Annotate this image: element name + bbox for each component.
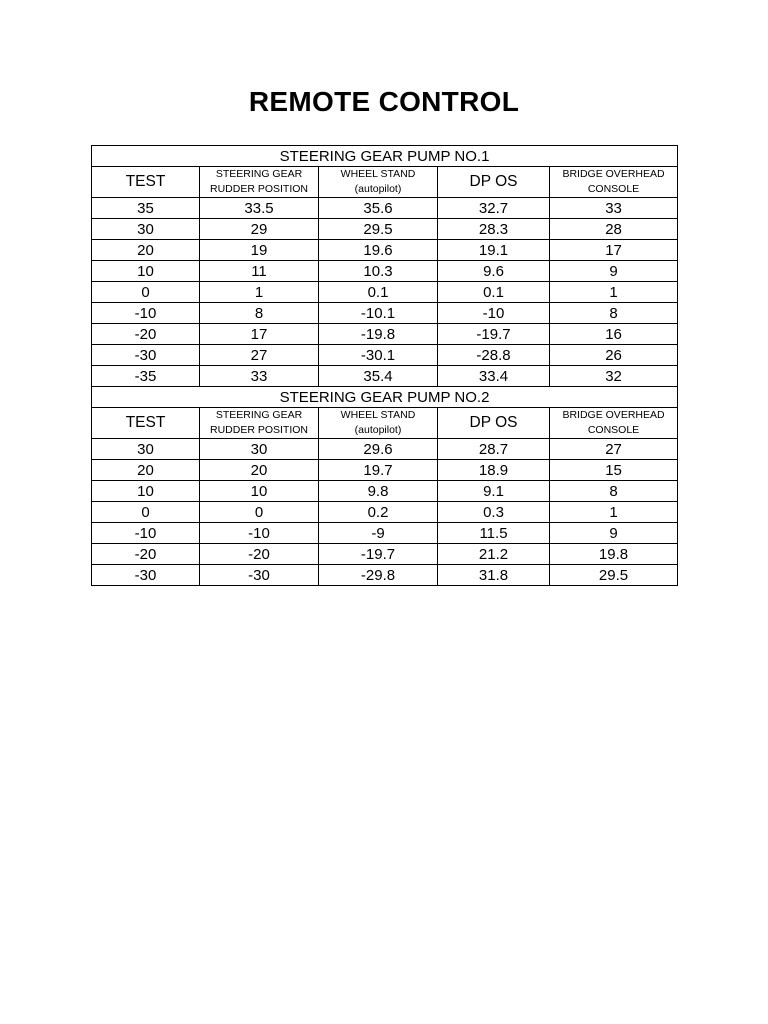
header-test: TEST (92, 167, 200, 198)
table-cell: 27 (200, 345, 319, 366)
table-cell: 27 (550, 439, 678, 460)
header-rudder-position (200, 167, 319, 198)
table-cell: 11.5 (438, 523, 550, 544)
table-row (92, 523, 678, 544)
header-wheel-stand-line1: WHEEL STAND (340, 409, 416, 421)
column-header-row (92, 167, 678, 198)
table-cell: 9.1 (438, 481, 550, 502)
table-row (92, 219, 678, 240)
header-wheel-stand (319, 408, 438, 439)
table-cell: -30.1 (319, 345, 438, 366)
header-wheel-stand (319, 167, 438, 198)
table-cell: 28.7 (438, 439, 550, 460)
table-cell: 29.5 (550, 565, 678, 586)
table-cell: 0.1 (438, 282, 550, 303)
table-row (92, 481, 678, 502)
header-rudder-position-line2: RUDDER POSITION (209, 424, 308, 436)
table-cell: 1 (550, 282, 678, 303)
table-row (92, 303, 678, 324)
table-cell: 32 (550, 366, 678, 387)
table-cell: 8 (200, 303, 319, 324)
table-cell: 35.6 (319, 198, 438, 219)
table-cell: 0 (92, 502, 200, 523)
table-cell: 1 (550, 502, 678, 523)
header-bridge-console-line2: CONSOLE (587, 424, 640, 436)
table-cell: -10 (92, 523, 200, 544)
table-cell: 28.3 (438, 219, 550, 240)
table-cell: 0 (92, 282, 200, 303)
table-cell: -10 (438, 303, 550, 324)
table-cell: 29.5 (319, 219, 438, 240)
table-cell: 9 (550, 523, 678, 544)
table-cell: 17 (200, 324, 319, 345)
table-cell: 19.6 (319, 240, 438, 261)
table-cell: 20 (92, 240, 200, 261)
table-row (92, 324, 678, 345)
table-cell: -30 (200, 565, 319, 586)
table-cell: -35 (92, 366, 200, 387)
table-row (92, 544, 678, 565)
header-bridge-console (550, 408, 678, 439)
table-cell: 0.3 (438, 502, 550, 523)
header-rudder-position-line1: STEERING GEAR (215, 409, 303, 421)
header-bridge-console (550, 167, 678, 198)
table-cell: -9 (319, 523, 438, 544)
section-title: STEERING GEAR PUMP NO.1 (92, 146, 678, 167)
table-cell: -19.7 (438, 324, 550, 345)
table-cell: -20 (200, 544, 319, 565)
table-cell: -19.8 (319, 324, 438, 345)
table-cell: 0 (200, 502, 319, 523)
table-cell: 9.8 (319, 481, 438, 502)
header-dp-os: DP OS (438, 167, 550, 198)
table-cell: 26 (550, 345, 678, 366)
table-cell: 17 (550, 240, 678, 261)
header-rudder-position-line2: RUDDER POSITION (209, 183, 308, 195)
table-cell: 0.2 (319, 502, 438, 523)
table-cell: 19.7 (319, 460, 438, 481)
table-cell: 35.4 (319, 366, 438, 387)
header-bridge-console-line1: BRIDGE OVERHEAD (562, 409, 665, 421)
header-bridge-console-line2: CONSOLE (587, 183, 640, 195)
page-title: REMOTE CONTROL (248, 86, 520, 117)
table-cell: -10 (200, 523, 319, 544)
table-cell: 20 (200, 460, 319, 481)
table-cell: 8 (550, 481, 678, 502)
table-row (92, 345, 678, 366)
table-cell: -20 (92, 324, 200, 345)
remote-control-table (91, 145, 678, 586)
header-test: TEST (92, 408, 200, 439)
table-cell: 35 (92, 198, 200, 219)
table-cell: 33 (200, 366, 319, 387)
table-row (92, 261, 678, 282)
table-cell: 16 (550, 324, 678, 345)
table-cell: 19.1 (438, 240, 550, 261)
table-row (92, 502, 678, 523)
table-cell: 20 (92, 460, 200, 481)
table-row (92, 198, 678, 219)
header-rudder-position (200, 408, 319, 439)
table-cell: 9 (550, 261, 678, 282)
header-bridge-console-line1: BRIDGE OVERHEAD (562, 168, 665, 180)
table-cell: 10 (200, 481, 319, 502)
header-wheel-stand-line2: (autopilot) (354, 183, 402, 195)
table-cell: 29 (200, 219, 319, 240)
table-cell: -10 (92, 303, 200, 324)
table-row (92, 439, 678, 460)
header-dp-os: DP OS (438, 408, 550, 439)
table-cell: 9.6 (438, 261, 550, 282)
section-title-row (92, 146, 678, 167)
table-row (92, 240, 678, 261)
table-row (92, 460, 678, 481)
table-cell: -30 (92, 345, 200, 366)
column-header-row (92, 408, 678, 439)
section-title: STEERING GEAR PUMP NO.2 (92, 387, 678, 408)
table-cell: 8 (550, 303, 678, 324)
section-title-row (92, 387, 678, 408)
table-cell: 30 (200, 439, 319, 460)
table-cell: 11 (200, 261, 319, 282)
table-cell: 30 (92, 219, 200, 240)
table-row (92, 282, 678, 303)
table-cell: 32.7 (438, 198, 550, 219)
table-cell: 29.6 (319, 439, 438, 460)
table-cell: 10 (92, 261, 200, 282)
table-cell: 21.2 (438, 544, 550, 565)
header-wheel-stand-line2: (autopilot) (354, 424, 402, 436)
header-rudder-position-line1: STEERING GEAR (215, 168, 303, 180)
table-cell: 30 (92, 439, 200, 460)
table-cell: -30 (92, 565, 200, 586)
table-cell: -28.8 (438, 345, 550, 366)
header-wheel-stand-line1: WHEEL STAND (340, 168, 416, 180)
table-cell: -19.7 (319, 544, 438, 565)
table-cell: 33 (550, 198, 678, 219)
table-cell: 31.8 (438, 565, 550, 586)
table-cell: 15 (550, 460, 678, 481)
table-cell: 19 (200, 240, 319, 261)
table-cell: 28 (550, 219, 678, 240)
table-cell: 19.8 (550, 544, 678, 565)
table-row (92, 366, 678, 387)
table-cell: 1 (200, 282, 319, 303)
table-cell: 33.4 (438, 366, 550, 387)
table-cell: -29.8 (319, 565, 438, 586)
table-cell: 10.3 (319, 261, 438, 282)
table-cell: -10.1 (319, 303, 438, 324)
table-cell: 10 (92, 481, 200, 502)
table-cell: 33.5 (200, 198, 319, 219)
table-cell: 18.9 (438, 460, 550, 481)
table-cell: -20 (92, 544, 200, 565)
table-row (92, 565, 678, 586)
table-cell: 0.1 (319, 282, 438, 303)
